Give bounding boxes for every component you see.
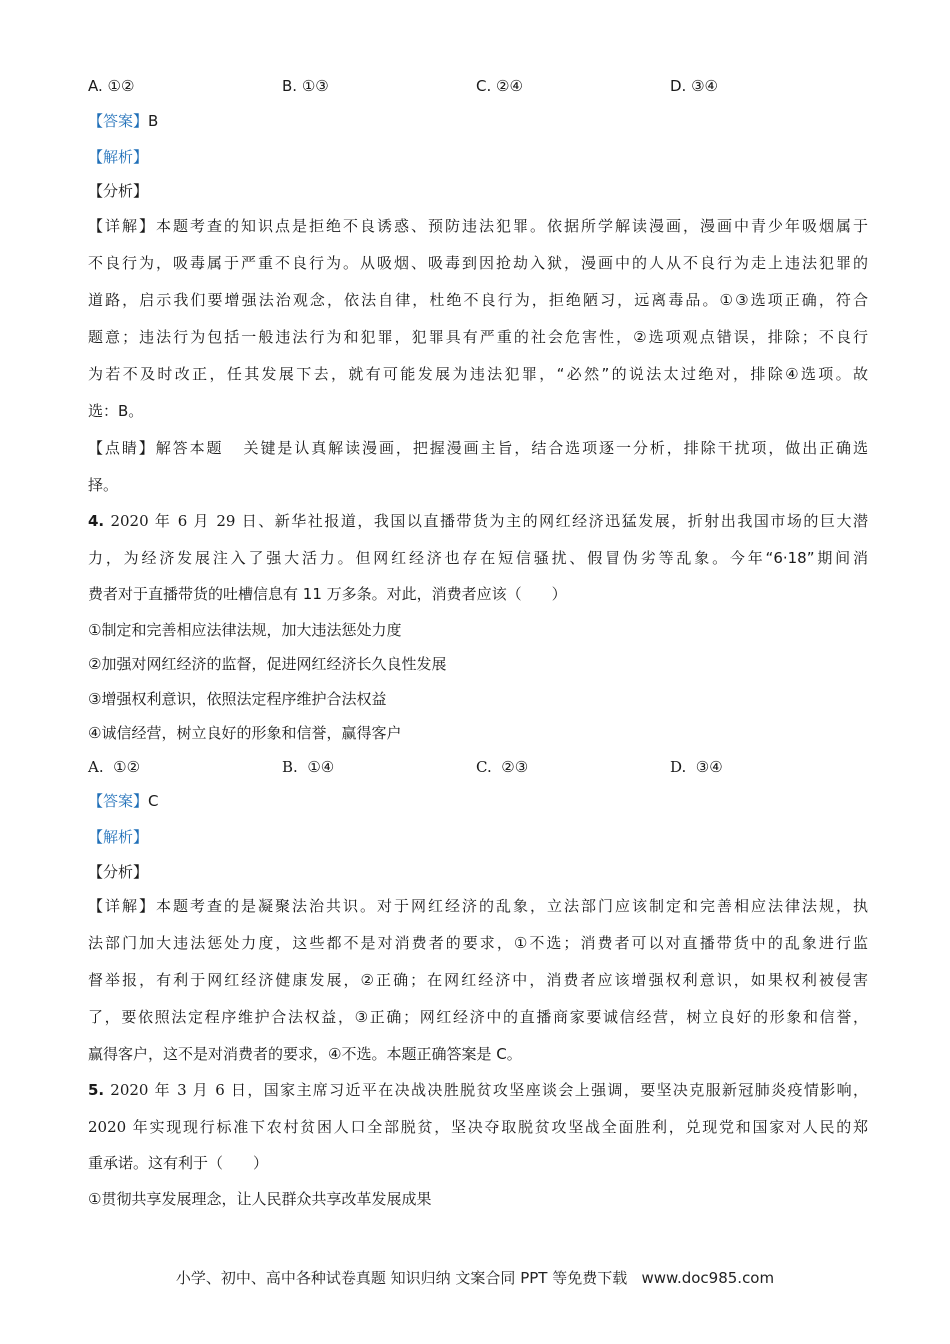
q3-option-c: C. ②④ bbox=[476, 77, 523, 95]
q4-detail-line: 督举报，有利于网红经济健康发展，②正确；在网红经济中，消费者应该增强权利意识，如果权利被侵害 bbox=[88, 971, 868, 989]
q3-answer bbox=[88, 111, 868, 131]
q5-stem-line: 重承诺。这有利于（ ） bbox=[88, 1154, 269, 1172]
q4-option-c: C. ②③ bbox=[476, 758, 529, 776]
question-number: 4. bbox=[88, 512, 105, 530]
q5-stem-line: 5. 2020 年 3 月 6 日，国家主席习近平在决战决胜脱贫攻坚座谈会上强调，要坚决克服新冠肺炎疫情影响， bbox=[88, 1081, 868, 1099]
q4-option-d: D. ③④ bbox=[670, 758, 723, 776]
q4-stem-line: 力，为经济发展注入了强大活力。但网红经济也存在短信骚扰、假冒伪劣等乱象。今年“6·18”期间消 bbox=[88, 549, 868, 567]
q3-option-a: A. ①② bbox=[88, 77, 135, 95]
question-number: 5. bbox=[88, 1081, 105, 1099]
q4-analysis-tag: 【解析】 bbox=[88, 828, 149, 846]
q4-item: ①制定和完善相应法律法规，加大违法惩处力度 bbox=[88, 621, 402, 639]
q3-tip-line: 择。 bbox=[88, 476, 119, 494]
q3-tip-line: 【点睛】解答本题 关键是认真解读漫画，把握漫画主旨，结合选项逐一分析，排除干扰项，做出正确选 bbox=[88, 439, 868, 457]
q5-item: ①贯彻共享发展理念，让人民群众共享改革发展成果 bbox=[88, 1190, 432, 1208]
q3-detail-line: 【详解】本题考查的知识点是拒绝不良诱惑、预防违法犯罪。依据所学解读漫画，漫画中青少年吸烟属于 bbox=[88, 217, 868, 235]
q4-detail-line: 法部门加大违法惩处力度，这些都不是对消费者的要求，①不选；消费者可以对直播带货中的乱象进行监 bbox=[88, 934, 868, 952]
q4-stem-line: 费者对于直播带货的吐槽信息有 11 万多条。对此，消费者应该（ ） bbox=[88, 585, 567, 603]
q3-fenxi-tag: 【分析】 bbox=[88, 182, 149, 200]
q3-detail-line: 为若不及时改正，任其发展下去，就有可能发展为违法犯罪，“必然”的说法太过绝对，排除④选项。故 bbox=[88, 365, 868, 383]
q3-option-d: D. ③④ bbox=[670, 77, 718, 95]
detail-tag: 【详解】 bbox=[88, 897, 156, 915]
q4-detail-line: 赢得客户，这不是对消费者的要求，④不选。本题正确答案是 C。 bbox=[88, 1045, 522, 1063]
q3-detail-line: 题意；违法行为包括一般违法行为和犯罪，犯罪具有严重的社会危害性，②选项观点错误，排除；不良行 bbox=[88, 328, 868, 346]
q4-option-a: A. ①② bbox=[88, 758, 141, 776]
q3-detail-line: 道路，启示我们要增强法治观念，依法自律，杜绝不良行为，拒绝陋习，远离毒品。①③选项正确，符合 bbox=[88, 291, 868, 309]
answer-tag: 【答案】 bbox=[88, 792, 149, 810]
answer-value: B bbox=[148, 112, 159, 130]
q4-option-b: B. ①④ bbox=[282, 758, 335, 776]
q4-detail-line: 【详解】本题考查的是凝聚法治共识。对于网红经济的乱象，立法部门应该制定和完善相应法律法规，执 bbox=[88, 897, 868, 915]
q3-detail-line: 不良行为，吸毒属于严重不良行为。从吸烟、吸毒到因抢劫入狱，漫画中的人从不良行为走上违法犯罪的 bbox=[88, 254, 868, 272]
detail-tag: 【详解】 bbox=[88, 217, 156, 235]
q3-option-b: B. ①③ bbox=[282, 77, 329, 95]
q3-detail-line: 选：B。 bbox=[88, 402, 144, 420]
q4-fenxi-tag: 【分析】 bbox=[88, 863, 149, 881]
q4-answer bbox=[88, 791, 868, 811]
q4-item: ③增强权利意识，依照法定程序维护合法权益 bbox=[88, 690, 387, 708]
answer-value: C bbox=[148, 792, 159, 810]
q4-detail-line: 了，要依照法定程序维护合法权益，③正确；网红经济中的直播商家要诚信经营，树立良好的形象和信誉， bbox=[88, 1008, 868, 1026]
q5-stem-line: 2020 年实现现行标准下农村贫困人口全部脱贫，坚决夺取脱贫攻坚战全面胜利，兑现党和国家对人民的郑 bbox=[88, 1118, 868, 1136]
q4-item: ②加强对网红经济的监督，促进网红经济长久良性发展 bbox=[88, 655, 447, 673]
page-footer: 小学、初中、高中各种试卷真题 知识归纳 文案合同 PPT 等免费下载 www.doc985.com bbox=[175, 1269, 775, 1287]
q4-item: ④诚信经营，树立良好的形象和信誉，赢得客户 bbox=[88, 724, 402, 742]
tip-tag: 【点睛】 bbox=[88, 439, 156, 457]
answer-tag: 【答案】 bbox=[88, 112, 149, 130]
q4-stem-line: 4. 2020 年 6 月 29 日、新华社报道，我国以直播带货为主的网红经济迅猛发展，折射出我国市场的巨大潜 bbox=[88, 512, 868, 530]
q3-analysis-tag: 【解析】 bbox=[88, 148, 149, 166]
